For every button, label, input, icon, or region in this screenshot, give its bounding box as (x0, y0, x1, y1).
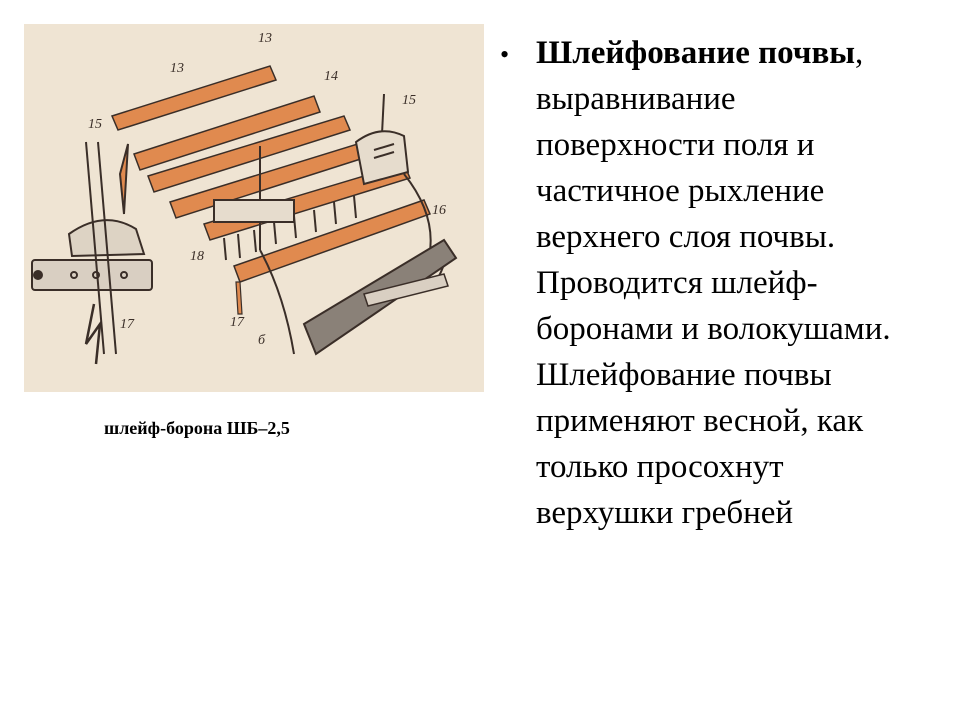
bullet-item (500, 30, 948, 536)
callout-label: 17 (230, 315, 244, 330)
bullet-glyph: • (500, 40, 510, 69)
callout-label: 15 (402, 93, 416, 108)
bullet-lead-bold: Шлейфование почвы (536, 35, 856, 71)
callout-label: б (258, 333, 266, 348)
bullet-lead-rest: , (855, 35, 864, 71)
bullet-text (536, 30, 948, 536)
harrow-illustration (24, 24, 484, 392)
callout-label: 17 (120, 317, 134, 332)
figure-caption: шлейф-борона ШБ–2,5 (104, 418, 290, 438)
callout-label: 13 (170, 61, 184, 76)
harrow-drawing (24, 24, 484, 392)
callout-label: 18 (190, 249, 204, 264)
slide-text (500, 30, 948, 536)
callout-label: 13 (258, 31, 272, 46)
bullet-body: выравнивание поверхности поля и частичное рыхление верхнего слоя почвы. Проводится шлейф- боронами и волокушами. Шлейфование почвы применяют весной, как только просохнут верхушки гребней (536, 81, 891, 531)
callout-label: 14 (324, 69, 338, 84)
callout-label: 15 (88, 117, 102, 132)
callout-label: 16 (432, 203, 446, 218)
